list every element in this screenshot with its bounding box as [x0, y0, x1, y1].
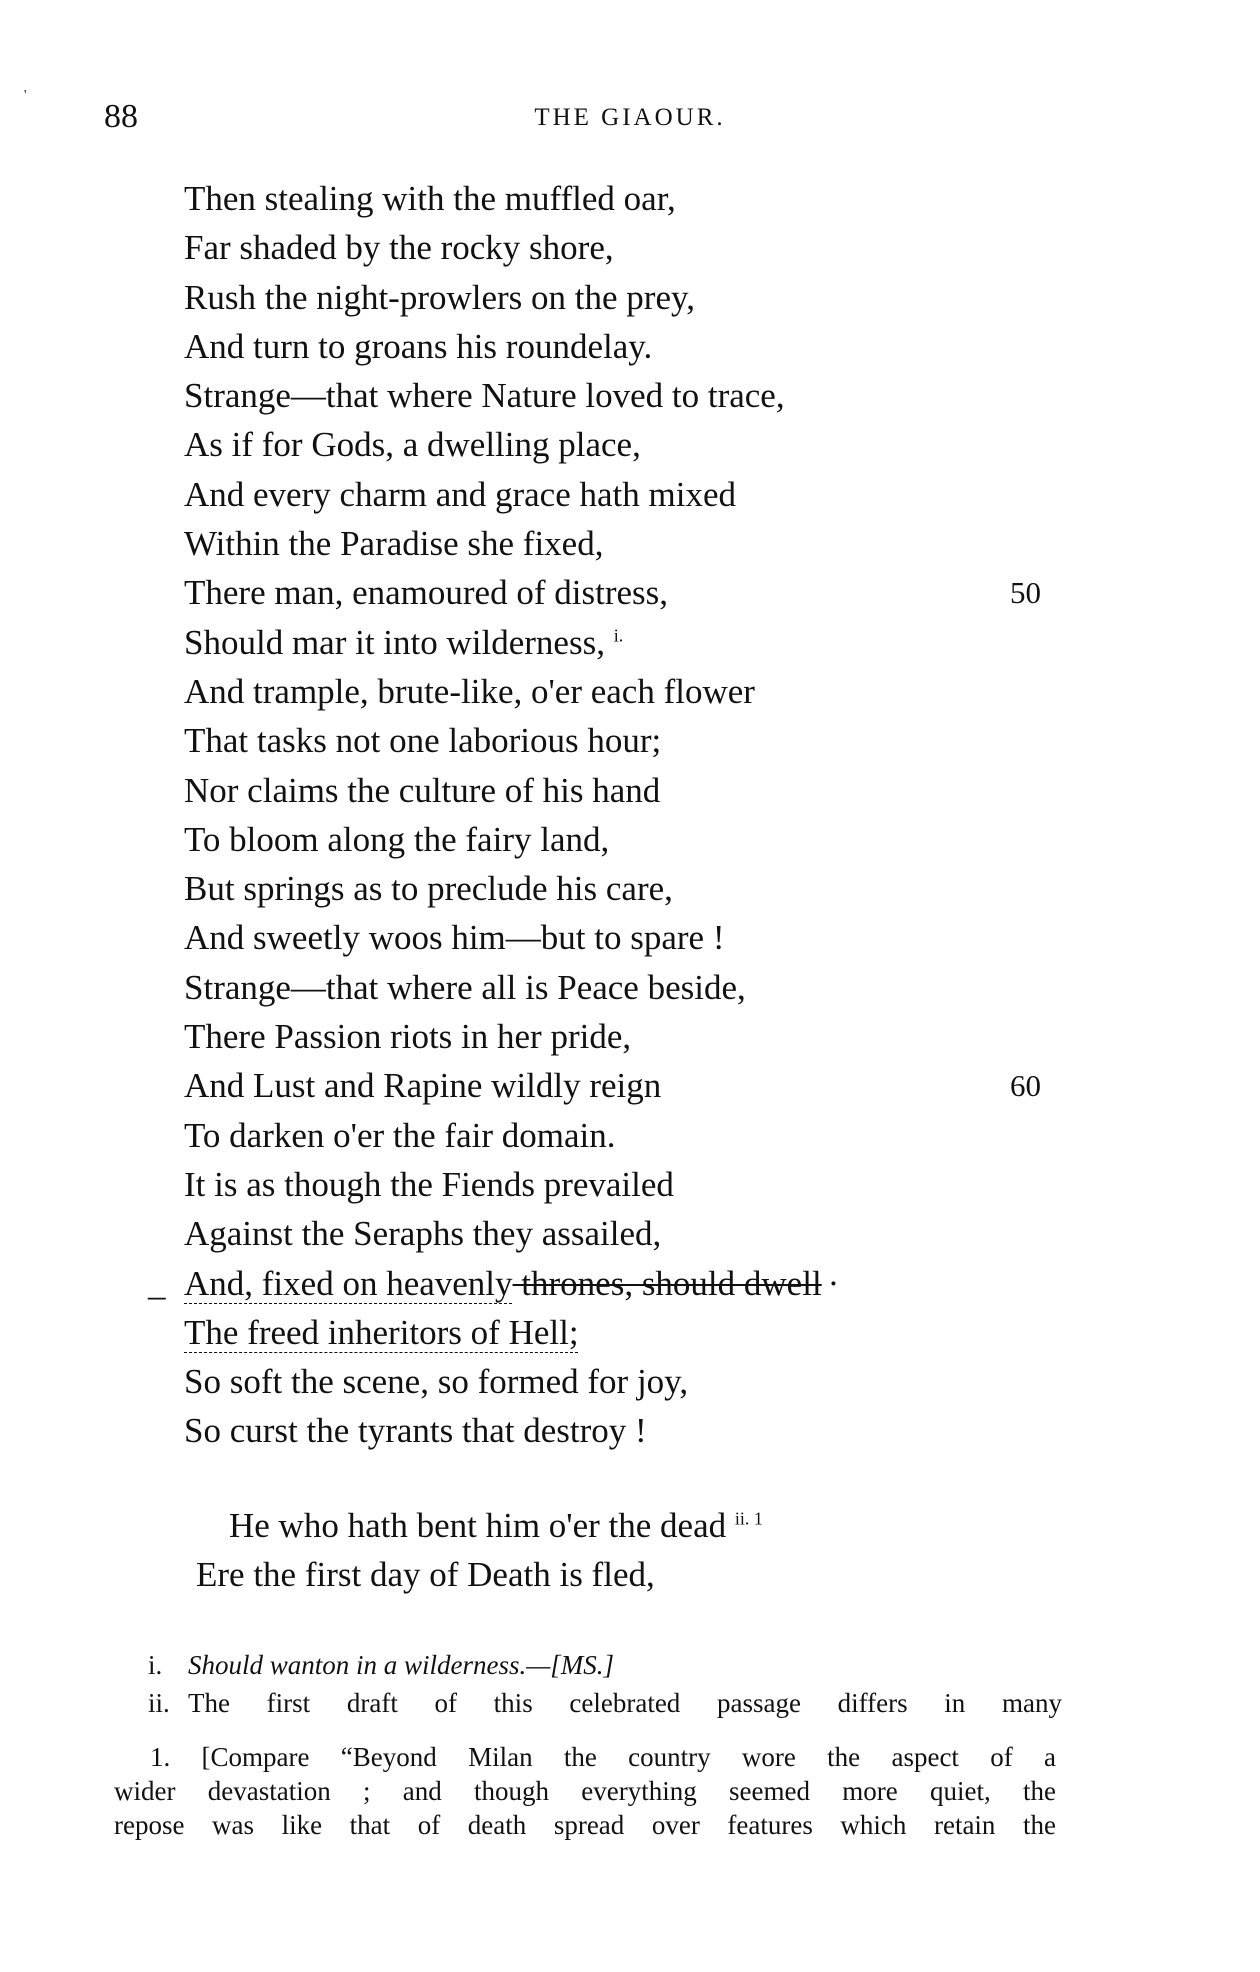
verse-text: There man, enamoured of distress,: [184, 573, 669, 613]
verse-line: Within the Paradise she fixed,: [184, 524, 604, 564]
verse-line: And every charm and grace hath mixed: [184, 474, 736, 514]
running-title: THE GIAOUR.: [534, 104, 726, 131]
verse-line: But springs as to preclude his care,: [184, 869, 673, 909]
verse-line: And sweetly woos him—but to spare !: [184, 918, 725, 958]
verse-line: To bloom along the fairy land,: [184, 819, 610, 859]
note-label: i.: [148, 1650, 163, 1680]
handwritten-dash-mark: _: [148, 1263, 166, 1303]
footnote-line: repose was like that of death spread over features which retain the: [114, 1810, 1056, 1840]
note-text: The first draft of this celebrated passage differs in many: [188, 1688, 1062, 1718]
verse-line: Ere the first day of Death is fled,: [196, 1555, 655, 1595]
verse-line: [184, 618, 1084, 667]
verse-line: To darken o'er the fair domain.: [184, 1115, 616, 1155]
note-label: ii.: [148, 1688, 170, 1718]
verse-line: Then stealing with the muffled oar,: [184, 179, 676, 218]
verse-line: Strange—that where Nature loved to trace,: [184, 376, 785, 416]
variant-note-i: [148, 1646, 1068, 1684]
verse-line: It is as though the Fiends prevailed: [184, 1164, 674, 1204]
verse-line: So curst the tyrants that destroy !: [184, 1411, 647, 1451]
verse-text: He who hath bent him o'er the dead: [229, 1506, 727, 1545]
variant-notes: [148, 1646, 1068, 1722]
verse-line: [196, 1501, 1096, 1550]
underlined-text: And, fixed on heavenly: [184, 1263, 513, 1303]
verse-line: Strange—that where all is Peace beside,: [184, 967, 746, 1007]
verse-line: Rush the night-prowlers on the prey,: [184, 277, 695, 317]
page-number: 88: [104, 98, 138, 135]
note-text: Should wanton in a wilderness.—[MS.]: [188, 1650, 615, 1680]
verse-line: Far shaded by the rocky shore,: [184, 228, 614, 268]
verse-text: Should mar it into wilderness,: [184, 622, 605, 662]
verse-block: [148, 174, 1084, 1456]
handwritten-dot-mark: ·: [827, 1263, 840, 1303]
variant-note-ii: [148, 1684, 1068, 1722]
verse-line: And turn to groans his roundelay.: [184, 326, 653, 366]
verse-line: There Passion riots in her pride,: [184, 1017, 632, 1057]
verse-text: And Lust and Rapine wildly reign: [184, 1066, 662, 1106]
verse-line: As if for Gods, a dwelling place,: [184, 425, 641, 465]
verse-line: And trample, brute-like, o'er each flower: [184, 671, 755, 711]
verse-line: So soft the scene, so formed for joy,: [184, 1362, 689, 1402]
verse-line-underlined: The freed inheritors of Hell;: [184, 1312, 579, 1352]
note-reference: i.: [613, 625, 624, 646]
verse-line: That tasks not one laborious hour;: [184, 721, 662, 761]
note-reference: ii. 1: [734, 1508, 763, 1529]
footnote-line: 1. [Compare “Beyond Milan the country wore the aspect of a: [150, 1742, 1056, 1772]
footnote-line: wider devastation ; and though everything seemed more quiet, the: [114, 1776, 1056, 1806]
stray-mark: ': [24, 88, 27, 103]
line-number: 60: [1010, 1068, 1041, 1104]
struck-through-text: thrones, should dwell: [512, 1263, 822, 1303]
line-number: 50: [1010, 575, 1041, 611]
verse-line: Against the Seraphs they assailed,: [184, 1214, 662, 1254]
verse-line-60: [184, 1061, 1084, 1110]
verse-line-annotated: [148, 1259, 1084, 1308]
verse-block-2: [196, 1501, 1096, 1600]
footnote: [114, 1740, 1056, 1842]
verse-line-50: [184, 568, 1084, 617]
verse-line: Nor claims the culture of his hand: [184, 770, 661, 810]
